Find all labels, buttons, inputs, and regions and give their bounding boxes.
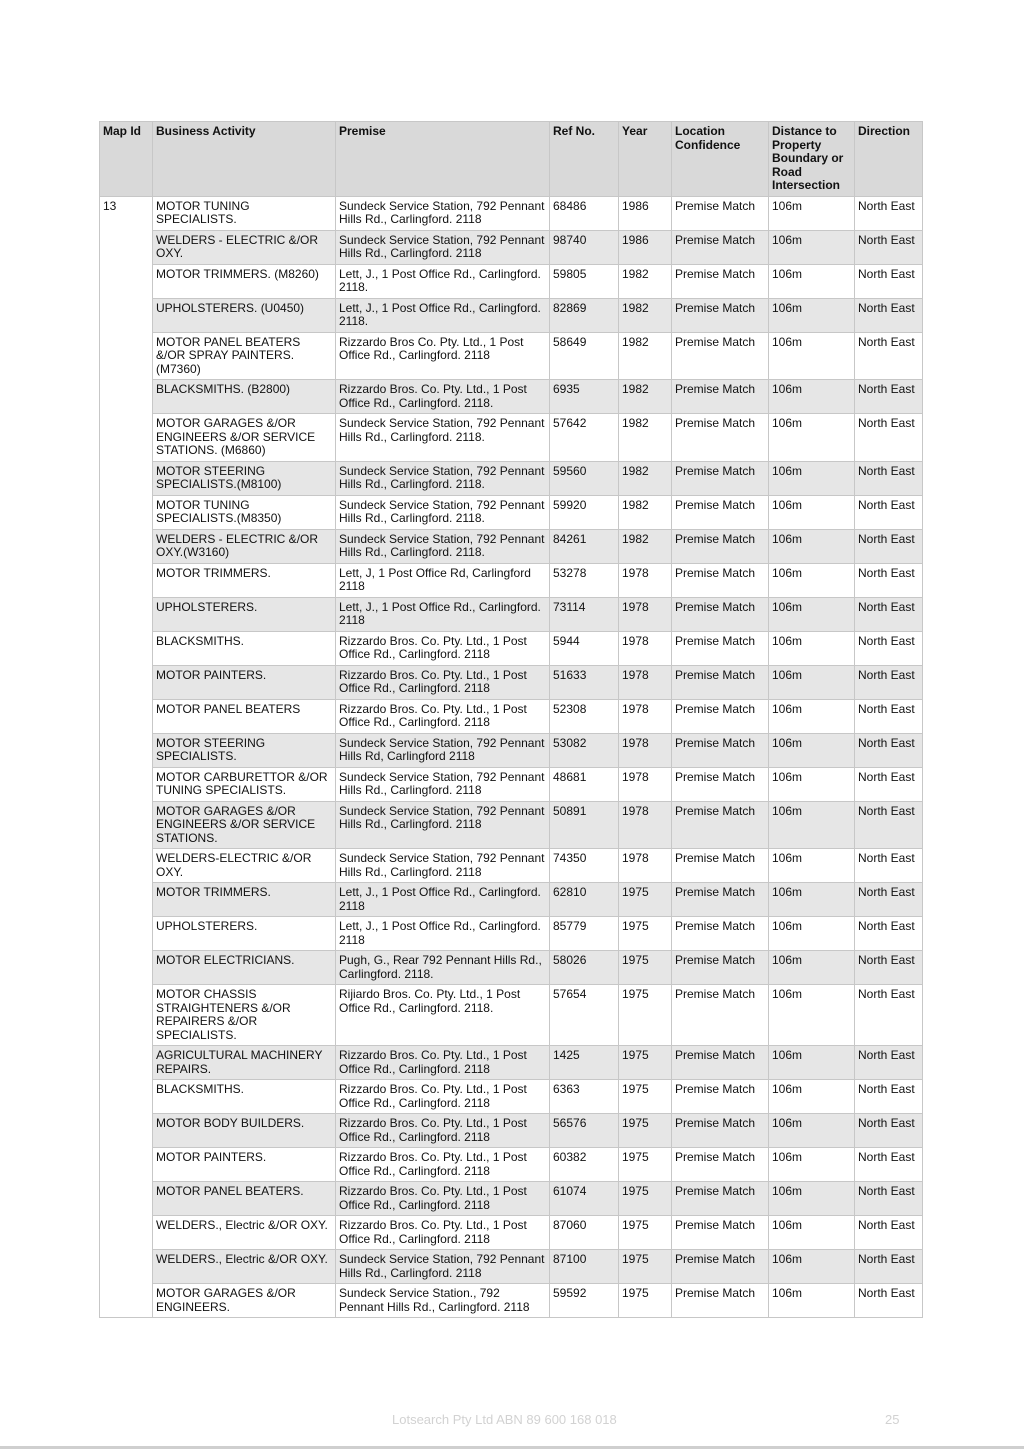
ref-cell: 1425 [550, 1046, 619, 1080]
distance-cell: 106m [769, 332, 855, 380]
direction-cell: North East [855, 1114, 923, 1148]
premise-cell: Sundeck Service Station, 792 Pennant Hills Rd, Carlingford 2118 [336, 733, 550, 767]
header-year: Year [619, 122, 672, 197]
activity-cell: MOTOR GARAGES &/OR ENGINEERS. [153, 1284, 336, 1318]
ref-cell: 6363 [550, 1080, 619, 1114]
direction-cell: North East [855, 1216, 923, 1250]
map-id-cell: 13 [100, 196, 153, 1318]
table-row [100, 1216, 923, 1250]
table-row [100, 414, 923, 462]
premise-cell: Sundeck Service Station, 792 Pennant Hills Rd., Carlingford. 2118 [336, 767, 550, 801]
year-cell: 1975 [619, 1216, 672, 1250]
ref-cell: 73114 [550, 597, 619, 631]
distance-cell: 106m [769, 699, 855, 733]
direction-cell: North East [855, 196, 923, 230]
premise-cell: Rizzardo Bros. Co. Pty. Ltd., 1 Post Office Rd., Carlingford. 2118 [336, 699, 550, 733]
business-activity-table [99, 121, 923, 1318]
premise-cell: Rizzardo Bros. Co. Pty. Ltd., 1 Post Office Rd., Carlingford. 2118 [336, 665, 550, 699]
distance-cell: 106m [769, 767, 855, 801]
year-cell: 1975 [619, 883, 672, 917]
year-cell: 1982 [619, 332, 672, 380]
activity-cell: AGRICULTURAL MACHINERY REPAIRS. [153, 1046, 336, 1080]
year-cell: 1975 [619, 951, 672, 985]
distance-cell: 106m [769, 1080, 855, 1114]
table-row [100, 699, 923, 733]
confidence-cell: Premise Match [672, 917, 769, 951]
table-row [100, 332, 923, 380]
ref-cell: 58026 [550, 951, 619, 985]
table-row [100, 264, 923, 298]
ref-cell: 59560 [550, 461, 619, 495]
confidence-cell: Premise Match [672, 196, 769, 230]
activity-cell: MOTOR STEERING SPECIALISTS. [153, 733, 336, 767]
confidence-cell: Premise Match [672, 1046, 769, 1080]
distance-cell: 106m [769, 801, 855, 849]
activity-cell: UPHOLSTERERS. [153, 597, 336, 631]
confidence-cell: Premise Match [672, 985, 769, 1046]
confidence-cell: Premise Match [672, 733, 769, 767]
year-cell: 1978 [619, 733, 672, 767]
distance-cell: 106m [769, 230, 855, 264]
direction-cell: North East [855, 631, 923, 665]
ref-cell: 74350 [550, 849, 619, 883]
direction-cell: North East [855, 380, 923, 414]
premise-cell: Sundeck Service Station, 792 Pennant Hills Rd., Carlingford. 2118. [336, 495, 550, 529]
year-cell: 1975 [619, 1250, 672, 1284]
table-row [100, 849, 923, 883]
direction-cell: North East [855, 917, 923, 951]
table-row [100, 801, 923, 849]
distance-cell: 106m [769, 985, 855, 1046]
premise-cell: Rizzardo Bros. Co. Pty. Ltd., 1 Post Office Rd., Carlingford. 2118 [336, 1080, 550, 1114]
ref-cell: 57654 [550, 985, 619, 1046]
direction-cell: North East [855, 461, 923, 495]
table-row [100, 631, 923, 665]
ref-cell: 48681 [550, 767, 619, 801]
table-row [100, 230, 923, 264]
ref-cell: 52308 [550, 699, 619, 733]
distance-cell: 106m [769, 495, 855, 529]
header-distance: Distance to Property Boundary or Road Intersection [769, 122, 855, 197]
year-cell: 1975 [619, 1148, 672, 1182]
distance-cell: 106m [769, 1046, 855, 1080]
distance-cell: 106m [769, 849, 855, 883]
confidence-cell: Premise Match [672, 699, 769, 733]
year-cell: 1975 [619, 1182, 672, 1216]
ref-cell: 53082 [550, 733, 619, 767]
table-row [100, 665, 923, 699]
direction-cell: North East [855, 951, 923, 985]
distance-cell: 106m [769, 1216, 855, 1250]
distance-cell: 106m [769, 264, 855, 298]
table-row [100, 917, 923, 951]
table-row [100, 196, 923, 230]
activity-cell: UPHOLSTERERS. (U0450) [153, 298, 336, 332]
ref-cell: 58649 [550, 332, 619, 380]
ref-cell: 61074 [550, 1182, 619, 1216]
distance-cell: 106m [769, 298, 855, 332]
premise-cell: Rizzardo Bros. Co. Pty. Ltd., 1 Post Office Rd., Carlingford. 2118 [336, 1046, 550, 1080]
direction-cell: North East [855, 849, 923, 883]
activity-cell: MOTOR TRIMMERS. [153, 883, 336, 917]
ref-cell: 53278 [550, 563, 619, 597]
activity-cell: MOTOR PAINTERS. [153, 1148, 336, 1182]
confidence-cell: Premise Match [672, 597, 769, 631]
ref-cell: 98740 [550, 230, 619, 264]
ref-cell: 60382 [550, 1148, 619, 1182]
activity-cell: UPHOLSTERERS. [153, 917, 336, 951]
direction-cell: North East [855, 985, 923, 1046]
ref-cell: 87060 [550, 1216, 619, 1250]
table-body [100, 196, 923, 1318]
confidence-cell: Premise Match [672, 883, 769, 917]
direction-cell: North East [855, 1182, 923, 1216]
premise-cell: Sundeck Service Station., 792 Pennant Hills Rd., Carlingford. 2118 [336, 1284, 550, 1318]
activity-cell: MOTOR PANEL BEATERS [153, 699, 336, 733]
distance-cell: 106m [769, 883, 855, 917]
table-row [100, 733, 923, 767]
confidence-cell: Premise Match [672, 767, 769, 801]
premise-cell: Sundeck Service Station, 792 Pennant Hills Rd., Carlingford. 2118 [336, 230, 550, 264]
direction-cell: North East [855, 332, 923, 380]
year-cell: 1975 [619, 1284, 672, 1318]
direction-cell: North East [855, 495, 923, 529]
table-row [100, 1080, 923, 1114]
table-row [100, 298, 923, 332]
activity-cell: MOTOR GARAGES &/OR ENGINEERS &/OR SERVICE STATIONS. (M6860) [153, 414, 336, 462]
table-row [100, 767, 923, 801]
year-cell: 1982 [619, 380, 672, 414]
header-direction: Direction [855, 122, 923, 197]
premise-cell: Rizzardo Bros. Co. Pty. Ltd., 1 Post Office Rd., Carlingford. 2118 [336, 1216, 550, 1250]
table-row [100, 529, 923, 563]
year-cell: 1982 [619, 529, 672, 563]
distance-cell: 106m [769, 1114, 855, 1148]
activity-cell: MOTOR GARAGES &/OR ENGINEERS &/OR SERVICE STATIONS. [153, 801, 336, 849]
direction-cell: North East [855, 1080, 923, 1114]
ref-cell: 59920 [550, 495, 619, 529]
table-row [100, 1148, 923, 1182]
direction-cell: North East [855, 414, 923, 462]
premise-cell: Sundeck Service Station, 792 Pennant Hills Rd., Carlingford. 2118 [336, 1250, 550, 1284]
activity-cell: MOTOR ELECTRICIANS. [153, 951, 336, 985]
distance-cell: 106m [769, 529, 855, 563]
premise-cell: Lett, J., 1 Post Office Rd., Carlingford. 2118. [336, 298, 550, 332]
direction-cell: North East [855, 733, 923, 767]
premise-cell: Lett, J., 1 Post Office Rd., Carlingford. 2118 [336, 883, 550, 917]
activity-cell: BLACKSMITHS. (B2800) [153, 380, 336, 414]
header-business-activity: Business Activity [153, 122, 336, 197]
year-cell: 1978 [619, 665, 672, 699]
confidence-cell: Premise Match [672, 951, 769, 985]
activity-cell: WELDERS., Electric &/OR OXY. [153, 1250, 336, 1284]
confidence-cell: Premise Match [672, 461, 769, 495]
confidence-cell: Premise Match [672, 563, 769, 597]
ref-cell: 56576 [550, 1114, 619, 1148]
confidence-cell: Premise Match [672, 1284, 769, 1318]
premise-cell: Rizzardo Bros Co. Pty. Ltd., 1 Post Office Rd., Carlingford. 2118 [336, 332, 550, 380]
table-row [100, 1114, 923, 1148]
confidence-cell: Premise Match [672, 1114, 769, 1148]
ref-cell: 62810 [550, 883, 619, 917]
direction-cell: North East [855, 1284, 923, 1318]
distance-cell: 106m [769, 414, 855, 462]
activity-cell: BLACKSMITHS. [153, 1080, 336, 1114]
ref-cell: 59805 [550, 264, 619, 298]
direction-cell: North East [855, 264, 923, 298]
direction-cell: North East [855, 699, 923, 733]
confidence-cell: Premise Match [672, 332, 769, 380]
table-row [100, 951, 923, 985]
activity-cell: MOTOR TRIMMERS. (M8260) [153, 264, 336, 298]
distance-cell: 106m [769, 631, 855, 665]
year-cell: 1978 [619, 631, 672, 665]
table-row [100, 563, 923, 597]
confidence-cell: Premise Match [672, 230, 769, 264]
year-cell: 1975 [619, 1046, 672, 1080]
activity-cell: MOTOR STEERING SPECIALISTS.(M8100) [153, 461, 336, 495]
activity-cell: WELDERS-ELECTRIC &/OR OXY. [153, 849, 336, 883]
confidence-cell: Premise Match [672, 1148, 769, 1182]
ref-cell: 51633 [550, 665, 619, 699]
confidence-cell: Premise Match [672, 849, 769, 883]
distance-cell: 106m [769, 461, 855, 495]
year-cell: 1986 [619, 196, 672, 230]
table-row [100, 1250, 923, 1284]
header-premise: Premise [336, 122, 550, 197]
distance-cell: 106m [769, 1148, 855, 1182]
page-number: 25 [885, 1412, 900, 1427]
premise-cell: Rizzardo Bros. Co. Pty. Ltd., 1 Post Office Rd., Carlingford. 2118 [336, 1148, 550, 1182]
direction-cell: North East [855, 801, 923, 849]
distance-cell: 106m [769, 917, 855, 951]
activity-cell: MOTOR PANEL BEATERS. [153, 1182, 336, 1216]
premise-cell: Sundeck Service Station, 792 Pennant Hills Rd., Carlingford. 2118. [336, 529, 550, 563]
confidence-cell: Premise Match [672, 1182, 769, 1216]
distance-cell: 106m [769, 196, 855, 230]
premise-cell: Sundeck Service Station, 792 Pennant Hills Rd., Carlingford. 2118 [336, 849, 550, 883]
table-row [100, 883, 923, 917]
premise-cell: Rizzardo Bros. Co. Pty. Ltd., 1 Post Office Rd., Carlingford. 2118 [336, 631, 550, 665]
confidence-cell: Premise Match [672, 529, 769, 563]
activity-cell: MOTOR PANEL BEATERS &/OR SPRAY PAINTERS. (M7360) [153, 332, 336, 380]
year-cell: 1975 [619, 917, 672, 951]
direction-cell: North East [855, 597, 923, 631]
distance-cell: 106m [769, 1284, 855, 1318]
premise-cell: Rizzardo Bros. Co. Pty. Ltd., 1 Post Office Rd., Carlingford. 2118 [336, 1182, 550, 1216]
activity-cell: MOTOR CHASSIS STRAIGHTENERS &/OR REPAIRERS &/OR SPECIALISTS. [153, 985, 336, 1046]
premise-cell: Lett, J., 1 Post Office Rd., Carlingford. 2118 [336, 917, 550, 951]
premise-cell: Rizzardo Bros. Co. Pty. Ltd., 1 Post Office Rd., Carlingford. 2118 [336, 1114, 550, 1148]
confidence-cell: Premise Match [672, 380, 769, 414]
distance-cell: 106m [769, 665, 855, 699]
confidence-cell: Premise Match [672, 801, 769, 849]
direction-cell: North East [855, 1250, 923, 1284]
year-cell: 1982 [619, 298, 672, 332]
year-cell: 1982 [619, 264, 672, 298]
year-cell: 1978 [619, 849, 672, 883]
year-cell: 1982 [619, 495, 672, 529]
year-cell: 1978 [619, 563, 672, 597]
premise-cell: Sundeck Service Station, 792 Pennant Hills Rd., Carlingford. 2118 [336, 801, 550, 849]
table-row [100, 1182, 923, 1216]
year-cell: 1982 [619, 414, 672, 462]
direction-cell: North East [855, 563, 923, 597]
activity-cell: MOTOR TUNING SPECIALISTS. [153, 196, 336, 230]
year-cell: 1978 [619, 801, 672, 849]
table-row [100, 985, 923, 1046]
confidence-cell: Premise Match [672, 1080, 769, 1114]
confidence-cell: Premise Match [672, 665, 769, 699]
activity-cell: BLACKSMITHS. [153, 631, 336, 665]
direction-cell: North East [855, 230, 923, 264]
ref-cell: 57642 [550, 414, 619, 462]
activity-cell: WELDERS - ELECTRIC &/OR OXY. [153, 230, 336, 264]
table-row [100, 461, 923, 495]
direction-cell: North East [855, 529, 923, 563]
table-row [100, 1284, 923, 1318]
confidence-cell: Premise Match [672, 298, 769, 332]
distance-cell: 106m [769, 1250, 855, 1284]
premise-cell: Rijiardo Bros. Co. Pty. Ltd., 1 Post Office Rd., Carlingford. 2118. [336, 985, 550, 1046]
premise-cell: Lett, J., 1 Post Office Rd., Carlingford. 2118 [336, 597, 550, 631]
premise-cell: Sundeck Service Station, 792 Pennant Hills Rd., Carlingford. 2118. [336, 414, 550, 462]
year-cell: 1978 [619, 699, 672, 733]
confidence-cell: Premise Match [672, 495, 769, 529]
activity-cell: MOTOR BODY BUILDERS. [153, 1114, 336, 1148]
distance-cell: 106m [769, 563, 855, 597]
activity-cell: MOTOR CARBURETTOR &/OR TUNING SPECIALISTS. [153, 767, 336, 801]
distance-cell: 106m [769, 951, 855, 985]
distance-cell: 106m [769, 597, 855, 631]
confidence-cell: Premise Match [672, 1250, 769, 1284]
premise-cell: Sundeck Service Station, 792 Pennant Hills Rd., Carlingford. 2118 [336, 196, 550, 230]
premise-cell: Lett, J, 1 Post Office Rd, Carlingford 2118 [336, 563, 550, 597]
confidence-cell: Premise Match [672, 1216, 769, 1250]
table-row [100, 597, 923, 631]
ref-cell: 68486 [550, 196, 619, 230]
premise-cell: Lett, J., 1 Post Office Rd., Carlingford. 2118. [336, 264, 550, 298]
ref-cell: 82869 [550, 298, 619, 332]
confidence-cell: Premise Match [672, 414, 769, 462]
confidence-cell: Premise Match [672, 264, 769, 298]
header-location-confidence: Location Confidence [672, 122, 769, 197]
premise-cell: Rizzardo Bros. Co. Pty. Ltd., 1 Post Office Rd., Carlingford. 2118. [336, 380, 550, 414]
confidence-cell: Premise Match [672, 631, 769, 665]
table-header-row [100, 122, 923, 197]
activity-cell: WELDERS., Electric &/OR OXY. [153, 1216, 336, 1250]
direction-cell: North East [855, 1046, 923, 1080]
activity-cell: WELDERS - ELECTRIC &/OR OXY.(W3160) [153, 529, 336, 563]
direction-cell: North East [855, 665, 923, 699]
year-cell: 1975 [619, 1080, 672, 1114]
ref-cell: 85779 [550, 917, 619, 951]
distance-cell: 106m [769, 380, 855, 414]
premise-cell: Sundeck Service Station, 792 Pennant Hills Rd., Carlingford. 2118. [336, 461, 550, 495]
direction-cell: North East [855, 298, 923, 332]
direction-cell: North East [855, 1148, 923, 1182]
activity-cell: MOTOR TUNING SPECIALISTS.(M8350) [153, 495, 336, 529]
footer-company: Lotsearch Pty Ltd ABN 89 600 168 018 [392, 1412, 617, 1427]
year-cell: 1975 [619, 1114, 672, 1148]
direction-cell: North East [855, 883, 923, 917]
ref-cell: 59592 [550, 1284, 619, 1318]
distance-cell: 106m [769, 733, 855, 767]
year-cell: 1986 [619, 230, 672, 264]
ref-cell: 84261 [550, 529, 619, 563]
direction-cell: North East [855, 767, 923, 801]
table-row [100, 380, 923, 414]
table-row [100, 1046, 923, 1080]
activity-cell: MOTOR TRIMMERS. [153, 563, 336, 597]
table-row [100, 495, 923, 529]
activity-cell: MOTOR PAINTERS. [153, 665, 336, 699]
distance-cell: 106m [769, 1182, 855, 1216]
year-cell: 1978 [619, 767, 672, 801]
header-map-id: Map Id [100, 122, 153, 197]
ref-cell: 87100 [550, 1250, 619, 1284]
year-cell: 1975 [619, 985, 672, 1046]
ref-cell: 50891 [550, 801, 619, 849]
ref-cell: 6935 [550, 380, 619, 414]
ref-cell: 5944 [550, 631, 619, 665]
year-cell: 1982 [619, 461, 672, 495]
header-ref-no: Ref No. [550, 122, 619, 197]
year-cell: 1978 [619, 597, 672, 631]
premise-cell: Pugh, G., Rear 792 Pennant Hills Rd., Carlingford. 2118. [336, 951, 550, 985]
